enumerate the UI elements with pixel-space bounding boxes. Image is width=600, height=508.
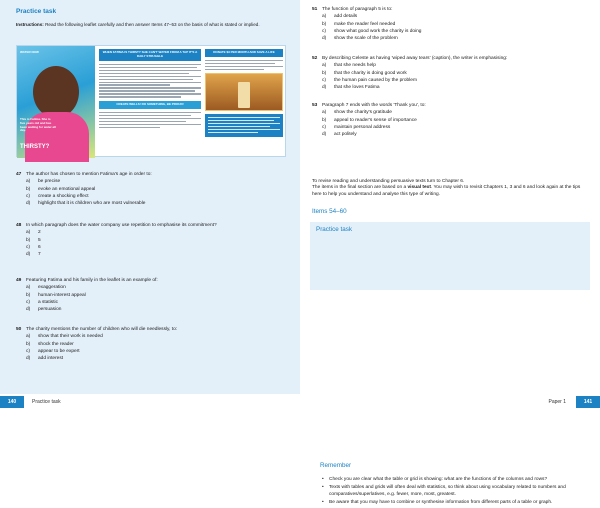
option-text: show the scale of the problem xyxy=(334,36,398,42)
option-letter: c) xyxy=(26,193,30,199)
leaflet-right-column xyxy=(205,49,283,137)
option-letter: d) xyxy=(26,252,31,258)
page-number-right: 141 xyxy=(576,396,600,408)
leaflet-caption: This is Fatima. She is five years old and has been waiting for water all day. xyxy=(20,117,56,133)
option-letter: b) xyxy=(26,186,31,192)
question-number: 48 xyxy=(16,223,22,228)
leaflet-image xyxy=(16,45,286,157)
question-number: 52 xyxy=(312,56,318,61)
option-letter: a) xyxy=(322,63,327,69)
bullet-item: • Be aware that you may have to combine or synthesise information from different parts of a table or graph. xyxy=(320,500,586,506)
option[interactable] xyxy=(26,306,288,313)
leaflet-subheadline: CREATE WELLS! DO SOMETHING, BE PROUD! xyxy=(99,101,201,109)
intro-bold: visual text xyxy=(407,185,431,191)
question-number: 49 xyxy=(16,278,22,283)
option[interactable] xyxy=(26,200,288,207)
option[interactable] xyxy=(322,28,588,35)
option-text: show the charity's gratitude xyxy=(334,110,392,116)
option[interactable] xyxy=(322,70,588,77)
question-number: 47 xyxy=(16,172,22,177)
option-text: appeal to reader's sense of importance xyxy=(334,117,417,123)
option-letter: b) xyxy=(26,292,31,298)
page-number-left: 140 xyxy=(0,396,24,408)
option-letter: d) xyxy=(26,201,31,207)
option-letter: a) xyxy=(26,285,31,291)
option[interactable] xyxy=(26,178,288,185)
option-text: act politely xyxy=(334,132,357,138)
question-number: 50 xyxy=(16,327,22,332)
option-text: exaggeration xyxy=(38,285,66,291)
option[interactable] xyxy=(26,193,288,200)
instructions-text: Read the following leaflet carefully and then answer Items 47–53 on the basis of what is stated or implied. xyxy=(43,22,260,27)
option[interactable] xyxy=(26,299,288,306)
leaflet-donate-head: DONATE $3 PER MONTH AND SAVE A LIFE xyxy=(205,49,283,57)
option-text: shock the reader xyxy=(38,341,74,347)
option[interactable] xyxy=(26,284,288,291)
option-letter: a) xyxy=(26,334,31,340)
instructions-bold: Instructions: xyxy=(16,22,44,27)
question-51 xyxy=(312,7,588,43)
option-letter: b) xyxy=(26,341,31,347)
option-text: a statistic xyxy=(38,299,58,305)
option-letter: a) xyxy=(26,230,31,236)
question-number: 51 xyxy=(312,7,318,12)
footer-right-text: Paper 1 xyxy=(548,399,566,405)
option-text: maintain personal address xyxy=(334,124,391,130)
option[interactable] xyxy=(322,77,588,84)
option-letter: d) xyxy=(26,307,31,313)
leaflet-body-text xyxy=(99,64,201,98)
bullet-item: • Texts with tables and grids will often deal with statistics, so think about using vocabulary related to numbers and comparatives/superlatives, e.g. fewer, more, most, greatest. xyxy=(320,485,586,497)
question-53 xyxy=(312,103,588,139)
remember-bullets xyxy=(320,477,586,508)
option[interactable] xyxy=(26,244,288,251)
option[interactable] xyxy=(26,237,288,244)
option-text: show that their work is needed xyxy=(38,334,103,340)
practice-task-label: Practice task xyxy=(316,226,353,233)
option-text: 7 xyxy=(38,252,41,258)
option-text: 2 xyxy=(38,230,41,236)
question-text: Featuring Fatima and his family in the leaflet is an example of: xyxy=(26,278,158,283)
option[interactable] xyxy=(26,292,288,299)
leaflet-blue-box xyxy=(205,114,283,137)
option-letter: c) xyxy=(26,348,30,354)
intro-text-a: The items in the final section are based on a xyxy=(312,185,408,191)
practice-task-label: Practice task xyxy=(16,8,57,15)
instructions xyxy=(16,22,286,29)
leaflet-thirsty: THIRSTY? xyxy=(20,144,50,150)
leaflet-right-text xyxy=(205,60,283,70)
intro-line-1: To revise reading and understanding persuasive texts turn to Chapter 6. xyxy=(312,179,465,184)
option-letter: b) xyxy=(26,237,31,243)
option-text: make the reader feel needed xyxy=(334,21,396,27)
question-50 xyxy=(16,327,288,363)
option[interactable] xyxy=(26,333,288,340)
question-text: In which paragraph does the water company use repetition to emphasise its commitment? xyxy=(26,223,217,228)
option-text: appear to be expert xyxy=(38,348,80,354)
option-letter: a) xyxy=(322,14,327,20)
option-letter: d) xyxy=(26,356,31,362)
option[interactable] xyxy=(322,35,588,42)
option-letter: c) xyxy=(322,124,326,130)
option-letter: d) xyxy=(322,36,327,42)
option[interactable] xyxy=(26,348,288,355)
option-text: persuasion xyxy=(38,307,62,313)
option-letter: d) xyxy=(322,85,327,91)
option[interactable] xyxy=(26,341,288,348)
intro-text-b: . You may wish to revisit Chapters 1, 3 and 6 and look again at the tips here to help you understand and analyse this type of writing. xyxy=(312,185,581,197)
option[interactable] xyxy=(26,355,288,362)
option-text: show what good work the charity is doing xyxy=(334,28,422,34)
option-text: the human pain caused by the problem xyxy=(334,77,417,83)
question-number: 53 xyxy=(312,103,318,108)
option-letter: c) xyxy=(322,28,326,34)
option[interactable] xyxy=(322,13,588,20)
bullet-item: • Check you are clear what the table or grid is showing: what are the functions of the columns and rows? xyxy=(320,477,586,483)
option-letter: c) xyxy=(26,244,30,250)
option-letter: c) xyxy=(26,299,30,305)
leaflet-middle-column xyxy=(99,49,201,130)
option[interactable] xyxy=(322,124,588,131)
option-text: add details xyxy=(334,14,358,20)
option-letter: b) xyxy=(322,70,327,76)
option-text: 5 xyxy=(38,237,41,243)
question-48 xyxy=(16,223,288,259)
option[interactable] xyxy=(26,229,288,236)
water-glass-photo xyxy=(205,73,283,111)
question-47 xyxy=(16,172,288,208)
option-text: create a shocking effect xyxy=(38,193,89,199)
leaflet-headline: WHEN FATIMA IS THIRSTY SHE CAN'T WATER FROM A TAP IT'S A DAILY STRUGGLE xyxy=(99,49,201,61)
option[interactable] xyxy=(322,84,588,91)
question-text: The charity mentions the number of children who will die needlessly, to: xyxy=(26,327,178,332)
option-letter: b) xyxy=(322,21,327,27)
intro-line-2 xyxy=(312,185,584,198)
option-text: be precise xyxy=(38,179,61,185)
leaflet-girl-photo xyxy=(17,46,95,158)
question-text: The author has chosen to mention Fatima's age in order to: xyxy=(26,172,152,177)
question-text: By describing Celeste as having 'wiped away tears' (caption), the writer is emphasising: xyxy=(322,56,508,61)
option-text: evoke an emotional appeal xyxy=(38,186,96,192)
option-text: that the charity is doing good work xyxy=(334,70,407,76)
option-text: human-interest appeal xyxy=(38,292,86,298)
option-text: add interest xyxy=(38,356,64,362)
revision-intro xyxy=(312,179,584,198)
footer-left-text: Practice task xyxy=(32,399,61,405)
option-text: highlight that it is children who are most vulnerable xyxy=(38,201,146,207)
option[interactable] xyxy=(26,251,288,258)
option-text: that she needs help xyxy=(334,63,376,69)
option[interactable] xyxy=(322,117,588,124)
option-text: that she loves Fatima xyxy=(334,85,380,91)
option[interactable] xyxy=(322,21,588,28)
option-letter: a) xyxy=(26,179,31,185)
right-page xyxy=(300,0,600,505)
option[interactable] xyxy=(322,109,588,116)
remember-heading: Remember xyxy=(320,462,352,469)
items-heading: Items 54–60 xyxy=(312,208,347,215)
question-text: The function of paragraph 5 is to: xyxy=(322,7,393,12)
option[interactable] xyxy=(322,62,588,69)
option-letter: d) xyxy=(322,132,327,138)
option[interactable] xyxy=(322,131,588,138)
question-49 xyxy=(16,278,288,314)
option-letter: c) xyxy=(322,77,326,83)
girl-face xyxy=(33,66,79,118)
option-text: 6 xyxy=(38,244,41,250)
option[interactable] xyxy=(26,186,288,193)
option-letter: b) xyxy=(322,117,327,123)
leaflet-logo: WATER NOW xyxy=(20,50,39,54)
option-letter: a) xyxy=(322,110,327,116)
question-52 xyxy=(312,56,588,92)
leaflet-body-text-2 xyxy=(99,112,201,128)
left-page xyxy=(0,0,300,414)
question-text: Paragraph 7 ends with the words 'Thank you', to: xyxy=(322,103,426,108)
